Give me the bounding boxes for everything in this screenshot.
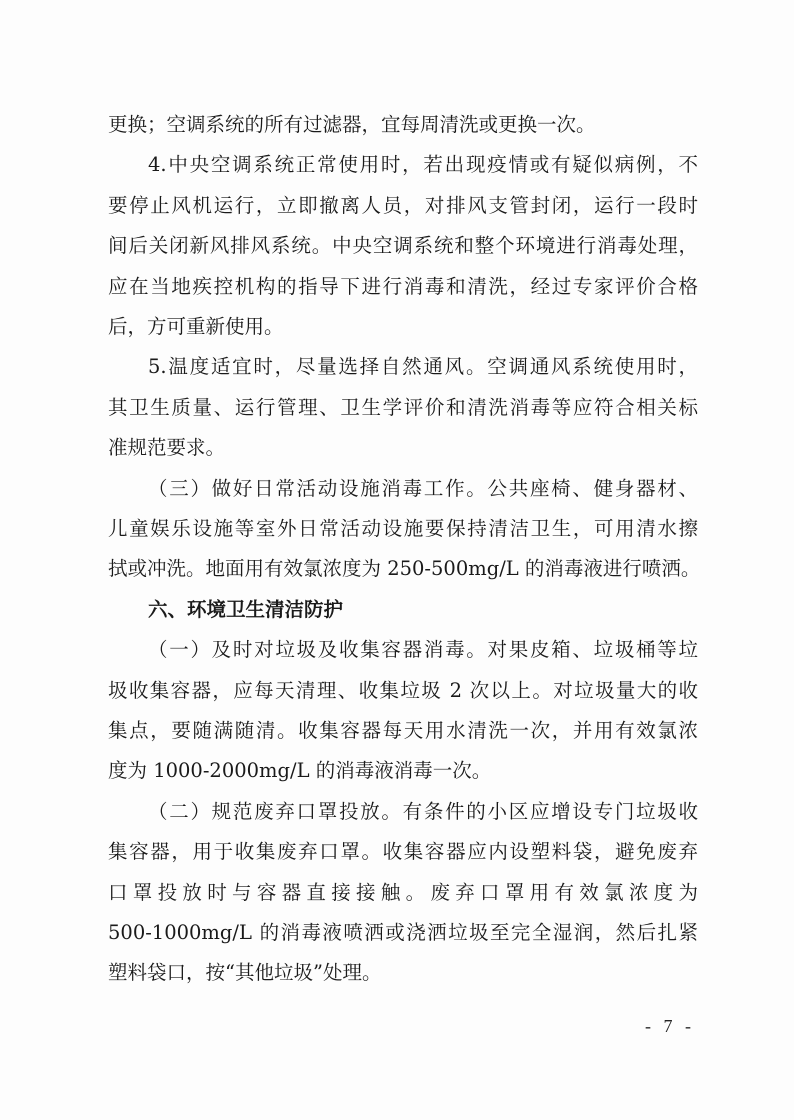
body-text-line: 拭或冲洗。地面用有效氯浓度为 250-500mg/L 的消毒液进行喷洒。: [108, 557, 701, 580]
body-text-line: 间后关闭新风排风系统。中央空调系统和整个环境进行消毒处理，: [108, 234, 698, 257]
subsection-2: （二）规范废弃口罩投放。有条件的小区应增设专门垃圾收: [148, 800, 698, 823]
body-text-line: 圾收集容器，应每天清理、收集垃圾 2 次以上。对垃圾量大的收: [108, 679, 698, 702]
body-text-line: 塑料袋口，按“其他垃圾”处理。: [108, 961, 382, 984]
section-heading-6: 六、环境卫生清洁防护: [148, 598, 344, 621]
list-item-4: 4.中央空调系统正常使用时，若出现疫情或有疑似病例，不: [148, 153, 698, 176]
body-text-line: 更换；空调系统的所有过滤器，宜每周清洗或更换一次。: [108, 113, 596, 136]
body-text-line: 后，方可重新使用。: [108, 315, 284, 338]
body-text-line: 其卫生质量、运行管理、卫生学评价和清洗消毒等应符合相关标: [108, 396, 698, 419]
body-text-line: 度为 1000-2000mg/L 的消毒液消毒一次。: [108, 759, 492, 782]
body-text-line: 集点，要随满随清。收集容器每天用水清洗一次，并用有效氯浓: [108, 719, 698, 742]
body-text-line: 集容器，用于收集废弃口罩。收集容器应内设塑料袋，避免废弃: [108, 840, 698, 863]
list-item-5: 5.温度适宜时，尽量选择自然通风。空调通风系统使用时，: [148, 355, 698, 378]
body-text-line: 准规范要求。: [108, 436, 226, 459]
body-text-line: 500-1000mg/L 的消毒液喷洒或浇洒垃圾至完全湿润，然后扎紧: [108, 921, 698, 944]
body-text-line: 儿童娱乐设施等室外日常活动设施要保持清洁卫生，可用清水擦: [108, 517, 698, 540]
subsection-1: （一）及时对垃圾及收集容器消毒。对果皮箱、垃圾桶等垃: [148, 638, 698, 661]
body-text-line: 应在当地疾控机构的指导下进行消毒和清洗，经过专家评价合格: [108, 275, 698, 298]
body-text-line: 口罩投放时与容器直接接触。废弃口罩用有效氯浓度为: [108, 881, 698, 904]
page-number: - 7 -: [645, 1016, 695, 1036]
body-text-line: 要停止风机运行，立即撤离人员，对排风支管封闭，运行一段时: [108, 194, 698, 217]
subsection-3: （三）做好日常活动设施消毒工作。公共座椅、健身器材、: [148, 477, 698, 500]
